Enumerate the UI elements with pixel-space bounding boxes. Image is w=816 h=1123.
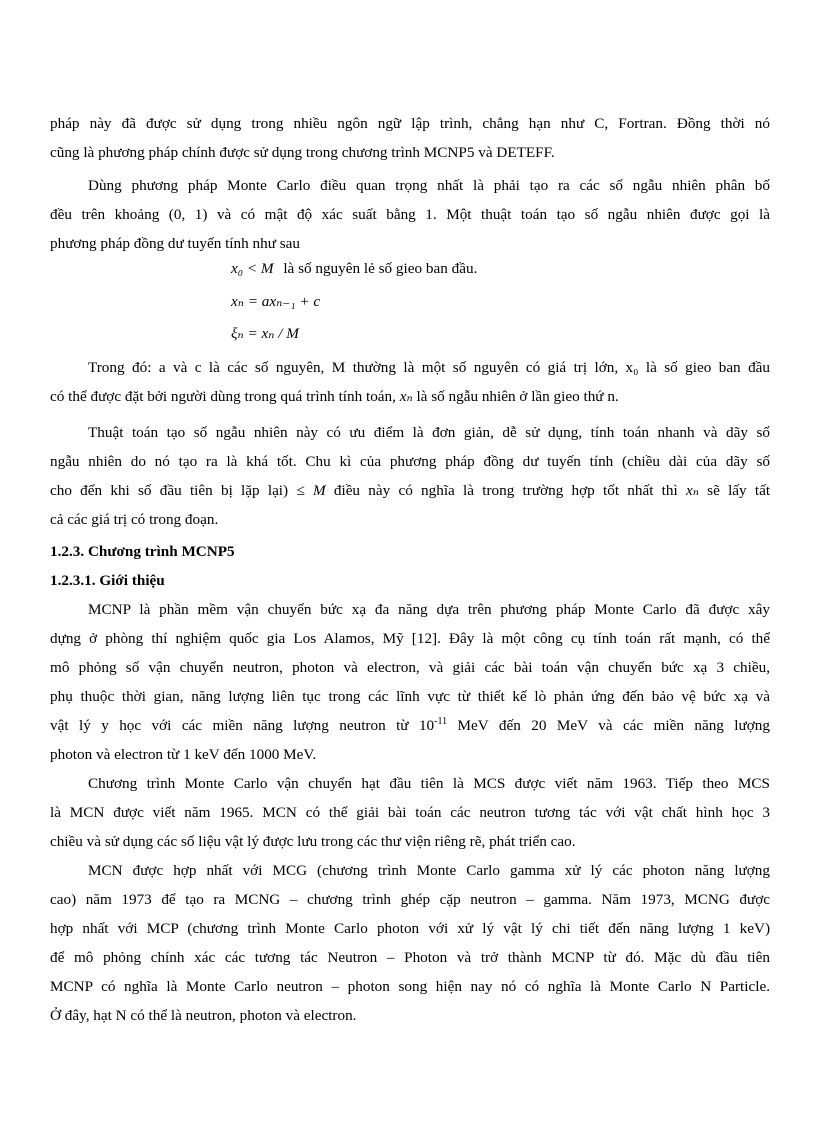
text-segment: MeV đến 20 MeV và các miền năng lượng — [447, 717, 770, 734]
math-expression: ≤ M — [296, 482, 326, 499]
text-segment: điều này có nghĩa là trong trường hợp tốt nhất thì — [333, 482, 678, 499]
text-line: MCNP là phần mềm vận chuyển bức xạ đa năng dựa trên phương pháp Monte Carlo đã được xây — [88, 601, 770, 618]
text-line: cũng là phương pháp chính được sử dụng trong chương trình MCNP5 và DETEFF. — [50, 144, 555, 161]
superscript: -11 — [434, 715, 448, 727]
text-line: hợp nhất với MCP (chương trình Monte Carlo photon với xử lý vật lý chi tiết đến năng lượng 1 keV) — [50, 920, 770, 937]
text-line: Thuật toán tạo số ngẫu nhiên này có ưu điểm là đơn giản, dễ sử dụng, tính toán nhanh và dãy số — [88, 424, 770, 441]
text-line: MCNP có nghĩa là Monte Carlo neutron – photon song hiện nay nó có nghĩa là Monte Carlo N Particle. — [50, 978, 770, 995]
equation-description: là số nguyên lẻ số gieo ban đầu. — [283, 260, 478, 277]
paragraph-mcnp-history — [50, 769, 770, 856]
paragraph-monte-carlo-random — [50, 171, 770, 258]
text-line: MCN được hợp nhất với MCG (chương trình Monte Carlo gamma xử lý các photon năng lượng — [88, 862, 770, 879]
text-line: ngẫu nhiên do nó tạo ra là khá tốt. Chu kì của phương pháp đồng dư tuyến tính (chiều dài của dãy số — [50, 453, 770, 470]
text-line — [50, 711, 770, 740]
text-line: Chương trình Monte Carlo vận chuyển hạt đầu tiên là MCS được viết năm 1963. Tiếp theo MCS — [88, 775, 770, 792]
text-segment: sẽ lấy tất — [707, 482, 771, 499]
text-line: phụ thuộc thời gian, năng lượng liên tục trong các lĩnh vực từ thiết kế lò phản ứng đến bảo vệ bức xạ và — [50, 688, 770, 705]
text-line: mô phỏng số vận chuyển neutron, photon và electron, và giải các bài toán vận chuyển bức xạ 3 chiều, — [50, 659, 770, 676]
text-line: Trong đó: a và c là các số nguyên, M thường là một số nguyên có giá trị lớn, x₀ là số gieo ban đầu — [88, 359, 770, 376]
text-segment: cho đến khi số đầu tiên bị lặp lại) — [50, 482, 289, 499]
text-line: photon và electron từ 1 keV đến 1000 MeV. — [50, 746, 317, 763]
equation-seed — [231, 258, 477, 280]
text-line: là MCN được viết năm 1965. MCN có thể giải bài toán các neutron tương tác với vật chất hình học 3 — [50, 804, 770, 821]
text-segment: vật lý y học với các miền năng lượng neutron từ 10 — [50, 717, 435, 734]
text-line: cao) năm 1973 để tạo ra MCNG – chương trình ghép cặp neutron – gamma. Năm 1973, MCNG được — [50, 891, 770, 908]
text-line: cả các giá trị có trong đoạn. — [50, 511, 219, 528]
text-line: Dùng phương pháp Monte Carlo điều quan trọng nhất là phải tạo ra các số ngẫu nhiên phân bố — [88, 177, 770, 194]
text-line — [50, 382, 770, 411]
text-line: chiều và sử dụng các số liệu vật lý được lưu trong các thư viện riêng rẽ, phát triển cao. — [50, 833, 576, 850]
paragraph-where — [50, 353, 770, 411]
math-variable: xₙ — [686, 482, 699, 499]
section-heading: 1.2.3. Chương trình MCNP5 — [50, 543, 235, 560]
text-line: phương pháp đồng dư tuyến tính như sau — [50, 235, 300, 252]
text-line: để mô phỏng chính xác các tương tác Neutron – Photon và trở thành MCNP từ đó. Mặc dù đầu tiên — [50, 949, 770, 966]
text-line: đều trên khoảng (0, 1) và có mật độ xác suất bằng 1. Một thuật toán tạo số ngẫu nhiên được gọi là — [50, 206, 770, 223]
paragraph-intro-continuation — [50, 109, 770, 167]
math-variable: xₙ — [399, 388, 413, 405]
equation-math: xₙ = axₙ₋₁ + c — [231, 293, 321, 310]
text-line: Ở đây, hạt N có thể là neutron, photon và electron. — [50, 1007, 357, 1024]
text-line: dựng ở phòng thí nghiệm quốc gia Los Alamos, Mỹ [12]. Đây là một công cụ tính toán rất mạnh, có thể — [50, 630, 770, 647]
text-segment: là số ngẫu nhiên ở lần gieo thứ n. — [416, 388, 619, 405]
equation-math: ξₙ = xₙ / M — [231, 325, 299, 342]
paragraph-algorithm-advantages — [50, 418, 770, 534]
equation-recurrence — [231, 291, 320, 313]
equation-math: x₀ < M — [231, 260, 274, 277]
paragraph-mcnp-merge — [50, 856, 770, 1030]
text-segment: có thể được đặt bởi người dùng trong quá trình tính toán, — [50, 388, 396, 405]
paragraph-mcnp-intro — [50, 595, 770, 769]
equation-normalization — [231, 323, 299, 345]
text-line: pháp này đã được sử dụng trong nhiều ngôn ngữ lập trình, chẳng hạn như C, Fortran. Đồng thời nó — [50, 115, 770, 132]
text-line — [50, 476, 770, 505]
subsection-heading: 1.2.3.1. Giới thiệu — [50, 572, 165, 589]
